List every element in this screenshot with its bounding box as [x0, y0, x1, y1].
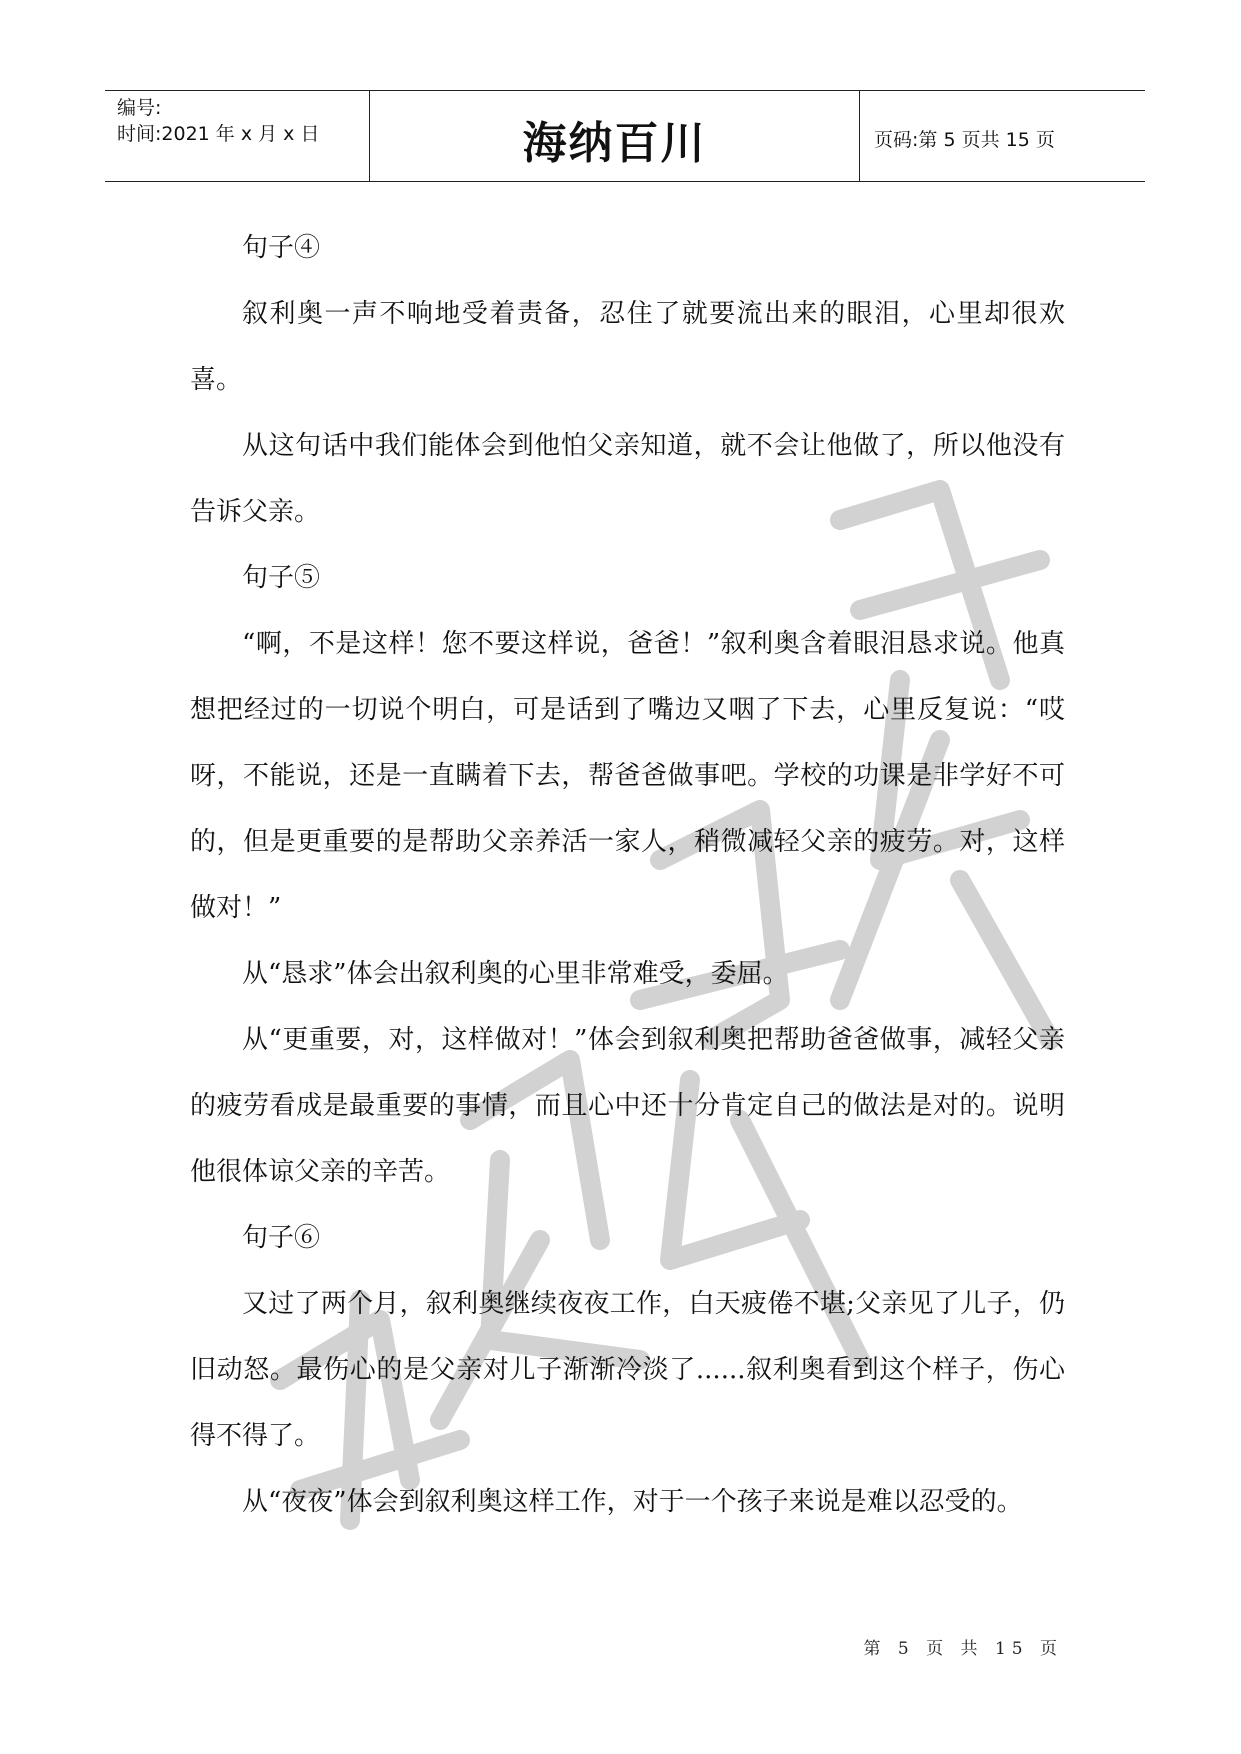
document-time-label: 时间:2021 年 x 月 x 日: [117, 123, 320, 145]
paragraph: 句子⑥: [242, 1223, 321, 1253]
header-page-cell: [860, 91, 1145, 181]
paragraph: 从“夜夜”体会到叙利奥这样工作，对于一个孩子来说是难以忍受的。: [242, 1487, 1023, 1517]
paragraph: 从“更重要，对，这样做对！”体会到叙利奥把帮助爸爸做事，减轻父亲的疲劳看成是最重要的事情，而且心中还十分肯定自己的做法是对的。说明他很体谅父亲的辛苦。: [190, 1025, 1065, 1187]
header-page-label: 页码:第 5 页共 15 页: [874, 128, 1055, 151]
document-code-label: 编号:: [117, 97, 162, 119]
footer-page-number: 第 5 页 共 15 页: [863, 1639, 1063, 1659]
paragraph: 句子⑤: [242, 563, 321, 593]
paragraph: 从这句话中我们能体会到他怕父亲知道，就不会让他做了，所以他没有告诉父亲。: [190, 431, 1065, 527]
paragraph: 句子④: [242, 233, 321, 263]
header-brand-cell: [370, 91, 860, 181]
document-body: [190, 215, 1065, 1535]
paragraph: 叙利奥一声不响地受着责备，忍住了就要流出来的眼泪，心里却很欢喜。: [190, 299, 1065, 395]
header-info-cell: [105, 91, 370, 181]
paragraph: 又过了两个月，叙利奥继续夜夜工作，白天疲倦不堪;父亲见了儿子，仍旧动怒。最伤心的是父亲对儿子渐渐冷淡了......叙利奥看到这个样子，伤心得不得了。: [190, 1289, 1065, 1451]
paragraph: “啊，不是这样！您不要这样说，爸爸！”叙利奥含着眼泪恳求说。他真想把经过的一切说个明白，可是话到了嘴边又咽了下去，心里反复说：“哎呀，不能说，还是一直瞒着下去，帮爸爸做事吧。学校的功课是非学好不可的，但是更重要的是帮助父亲养活一家人，稍微减轻父亲的疲劳。对，这样做对！”: [190, 629, 1065, 923]
header-table: [105, 90, 1145, 182]
brand-title: 海纳百川: [522, 118, 707, 169]
paragraph: 从“恳求”体会出叙利奥的心里非常难受，委屈。: [242, 959, 789, 989]
